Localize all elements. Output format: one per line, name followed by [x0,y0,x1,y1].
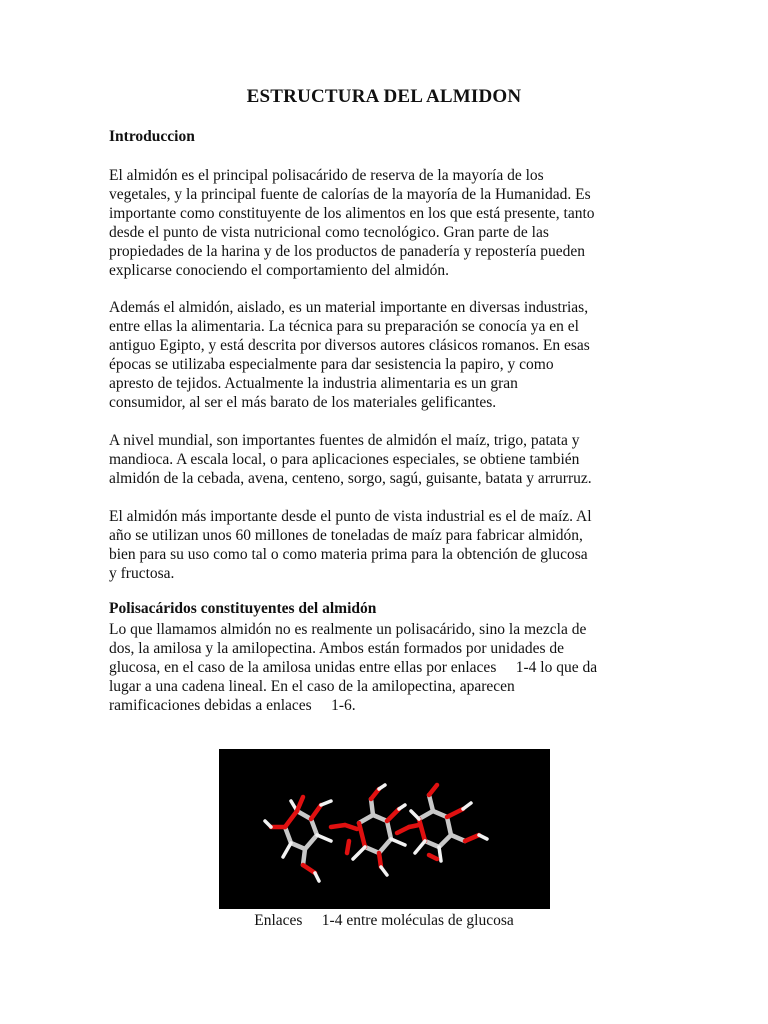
molecule-bond [439,835,451,847]
molecule-bond [347,841,349,853]
molecule-bond [291,843,305,849]
intro-heading: Introduccion [109,128,195,145]
molecule-bond [285,811,297,827]
paragraph-line: El almidón es el principal polisacárido de reserva de la mayoría de los [109,167,544,184]
molecule-bond [379,853,381,867]
paragraph-line: A nivel mundial, son importantes fuentes de almidón el maíz, trigo, patata y [109,432,580,449]
molecule-bond [415,841,425,853]
paragraph-line: ramificaciones debidas a enlaces 1-6. [109,697,356,714]
molecule-bond [447,809,463,817]
page-title: ESTRUCTURA DEL ALMIDON [246,86,522,107]
figure-caption: Enlaces 1-4 entre moléculas de glucosa [254,912,514,929]
molecule-bond [391,839,405,845]
paragraph-line: glucosa, en el caso de la amilosa unidas entre ellas por enlaces 1-4 lo que da [109,659,598,676]
molecule-bond [399,805,405,809]
paragraph-4 [109,507,669,583]
paragraph-2 [109,298,669,412]
molecule-bond [303,865,315,873]
molecule-bond [311,805,321,819]
molecule-bond [409,825,419,827]
molecule-bond [425,841,439,847]
paragraph-line: propiedades de la harina y de los productos de panadería y repostería pueden [109,243,586,260]
paragraph-line: entre ellas la alimentaria. La técnica para su preparación se conocía ya en el [109,318,579,335]
molecule-bond [371,799,373,815]
molecule-bond [433,811,447,817]
molecule-bond [297,797,303,811]
molecule-bond [411,811,419,819]
paragraph-line: Además el almidón, aislado, es un material importante en diversas industrias, [109,299,589,316]
paragraph-line: antiguo Egipto, y está descrita por diversos autores clásicos romanos. En esas [109,337,590,354]
paragraph-line: explicarse conociendo el comportamiento del almidón. [109,262,450,279]
paragraph-line: dos, la amilosa y la amilopectina. Ambos están formados por unidades de [109,640,564,657]
molecule-bond [379,839,391,853]
paragraph-line: El almidón más importante desde el punto de vista industrial es el de maíz. Al [109,508,592,525]
molecule-bond [381,867,387,875]
molecule-bond [353,847,365,859]
paragraph-line: lugar a una cadena lineal. En el caso de la amilopectina, aparecen [109,678,515,695]
molecule-bond [359,815,373,823]
molecule-bond [365,847,379,853]
molecule-bond [429,855,437,859]
paragraph-line: almidón de la cebada, avena, centeno, sorgo, sagú, guisante, batata y arrurruz. [109,470,592,487]
molecule-bond [371,789,379,799]
molecule-bond [387,809,399,821]
paragraph-line: mandioca. A escala local, o para aplicaciones especiales, se obtiene también [109,451,580,468]
section-paragraph [109,620,669,715]
glucose-chain-molecule-image [219,749,550,909]
molecule-bond [373,815,387,821]
molecule-bond [387,821,391,839]
molecule-bond [419,811,433,819]
section-heading: Polisacáridos constituyentes del almidón [109,600,377,617]
molecule-bond [297,811,311,819]
paragraph-line: importante como constituyente de los alimentos en los que está presente, tanto [109,205,595,222]
paragraph-line: año se utilizan unos 60 millones de toneladas de maíz para fabricar almidón, [109,527,583,544]
molecule-bond [451,835,465,841]
molecule-bond [463,803,471,809]
molecule-bond [311,819,317,835]
molecule-bond [379,785,385,789]
molecule-figure [219,749,550,909]
molecule-bond [439,847,441,861]
molecule-bond [315,873,319,881]
paragraph-line: vegetales, y la principal fuente de calorías de la mayoría de la Humanidad. Es [109,186,591,203]
paragraph-line: Lo que llamamos almidón no es realmente un polisacárido, sino la mezcla de [109,621,587,638]
paragraph-line: consumidor, al ser el más barato de los materiales gelificantes. [109,394,497,411]
paragraph-line: bien para su uso como tal o como materia prima para la obtención de glucosa [109,546,588,563]
molecule-bond [285,827,291,843]
paragraph-line: y fructosa. [109,565,175,582]
molecule-bond [465,835,479,841]
molecule-bond [479,835,487,839]
molecule-bond [305,835,317,849]
molecule-bond [345,825,357,829]
paragraph-line: épocas se utilizaba especialmente para dar sesistencia la papiro, y como [109,356,554,373]
molecule-bond [303,849,305,865]
paragraph-3 [109,431,669,488]
molecule-bond [265,821,271,827]
molecule-bond [429,785,437,795]
molecule-bond [359,823,365,847]
paragraph-line: apresto de tejidos. Actualmente la industria alimentaria es un gran [109,375,518,392]
molecule-bond [429,795,433,811]
molecule-bond [317,835,331,841]
molecule-bond [419,819,425,841]
paragraph-line: desde el punto de vista nutricional como tecnológico. Gran parte de las [109,224,549,241]
molecule-bond [447,817,451,835]
molecule-bond [321,801,331,805]
molecule-bond [283,843,291,857]
paragraph-1 [109,166,669,280]
